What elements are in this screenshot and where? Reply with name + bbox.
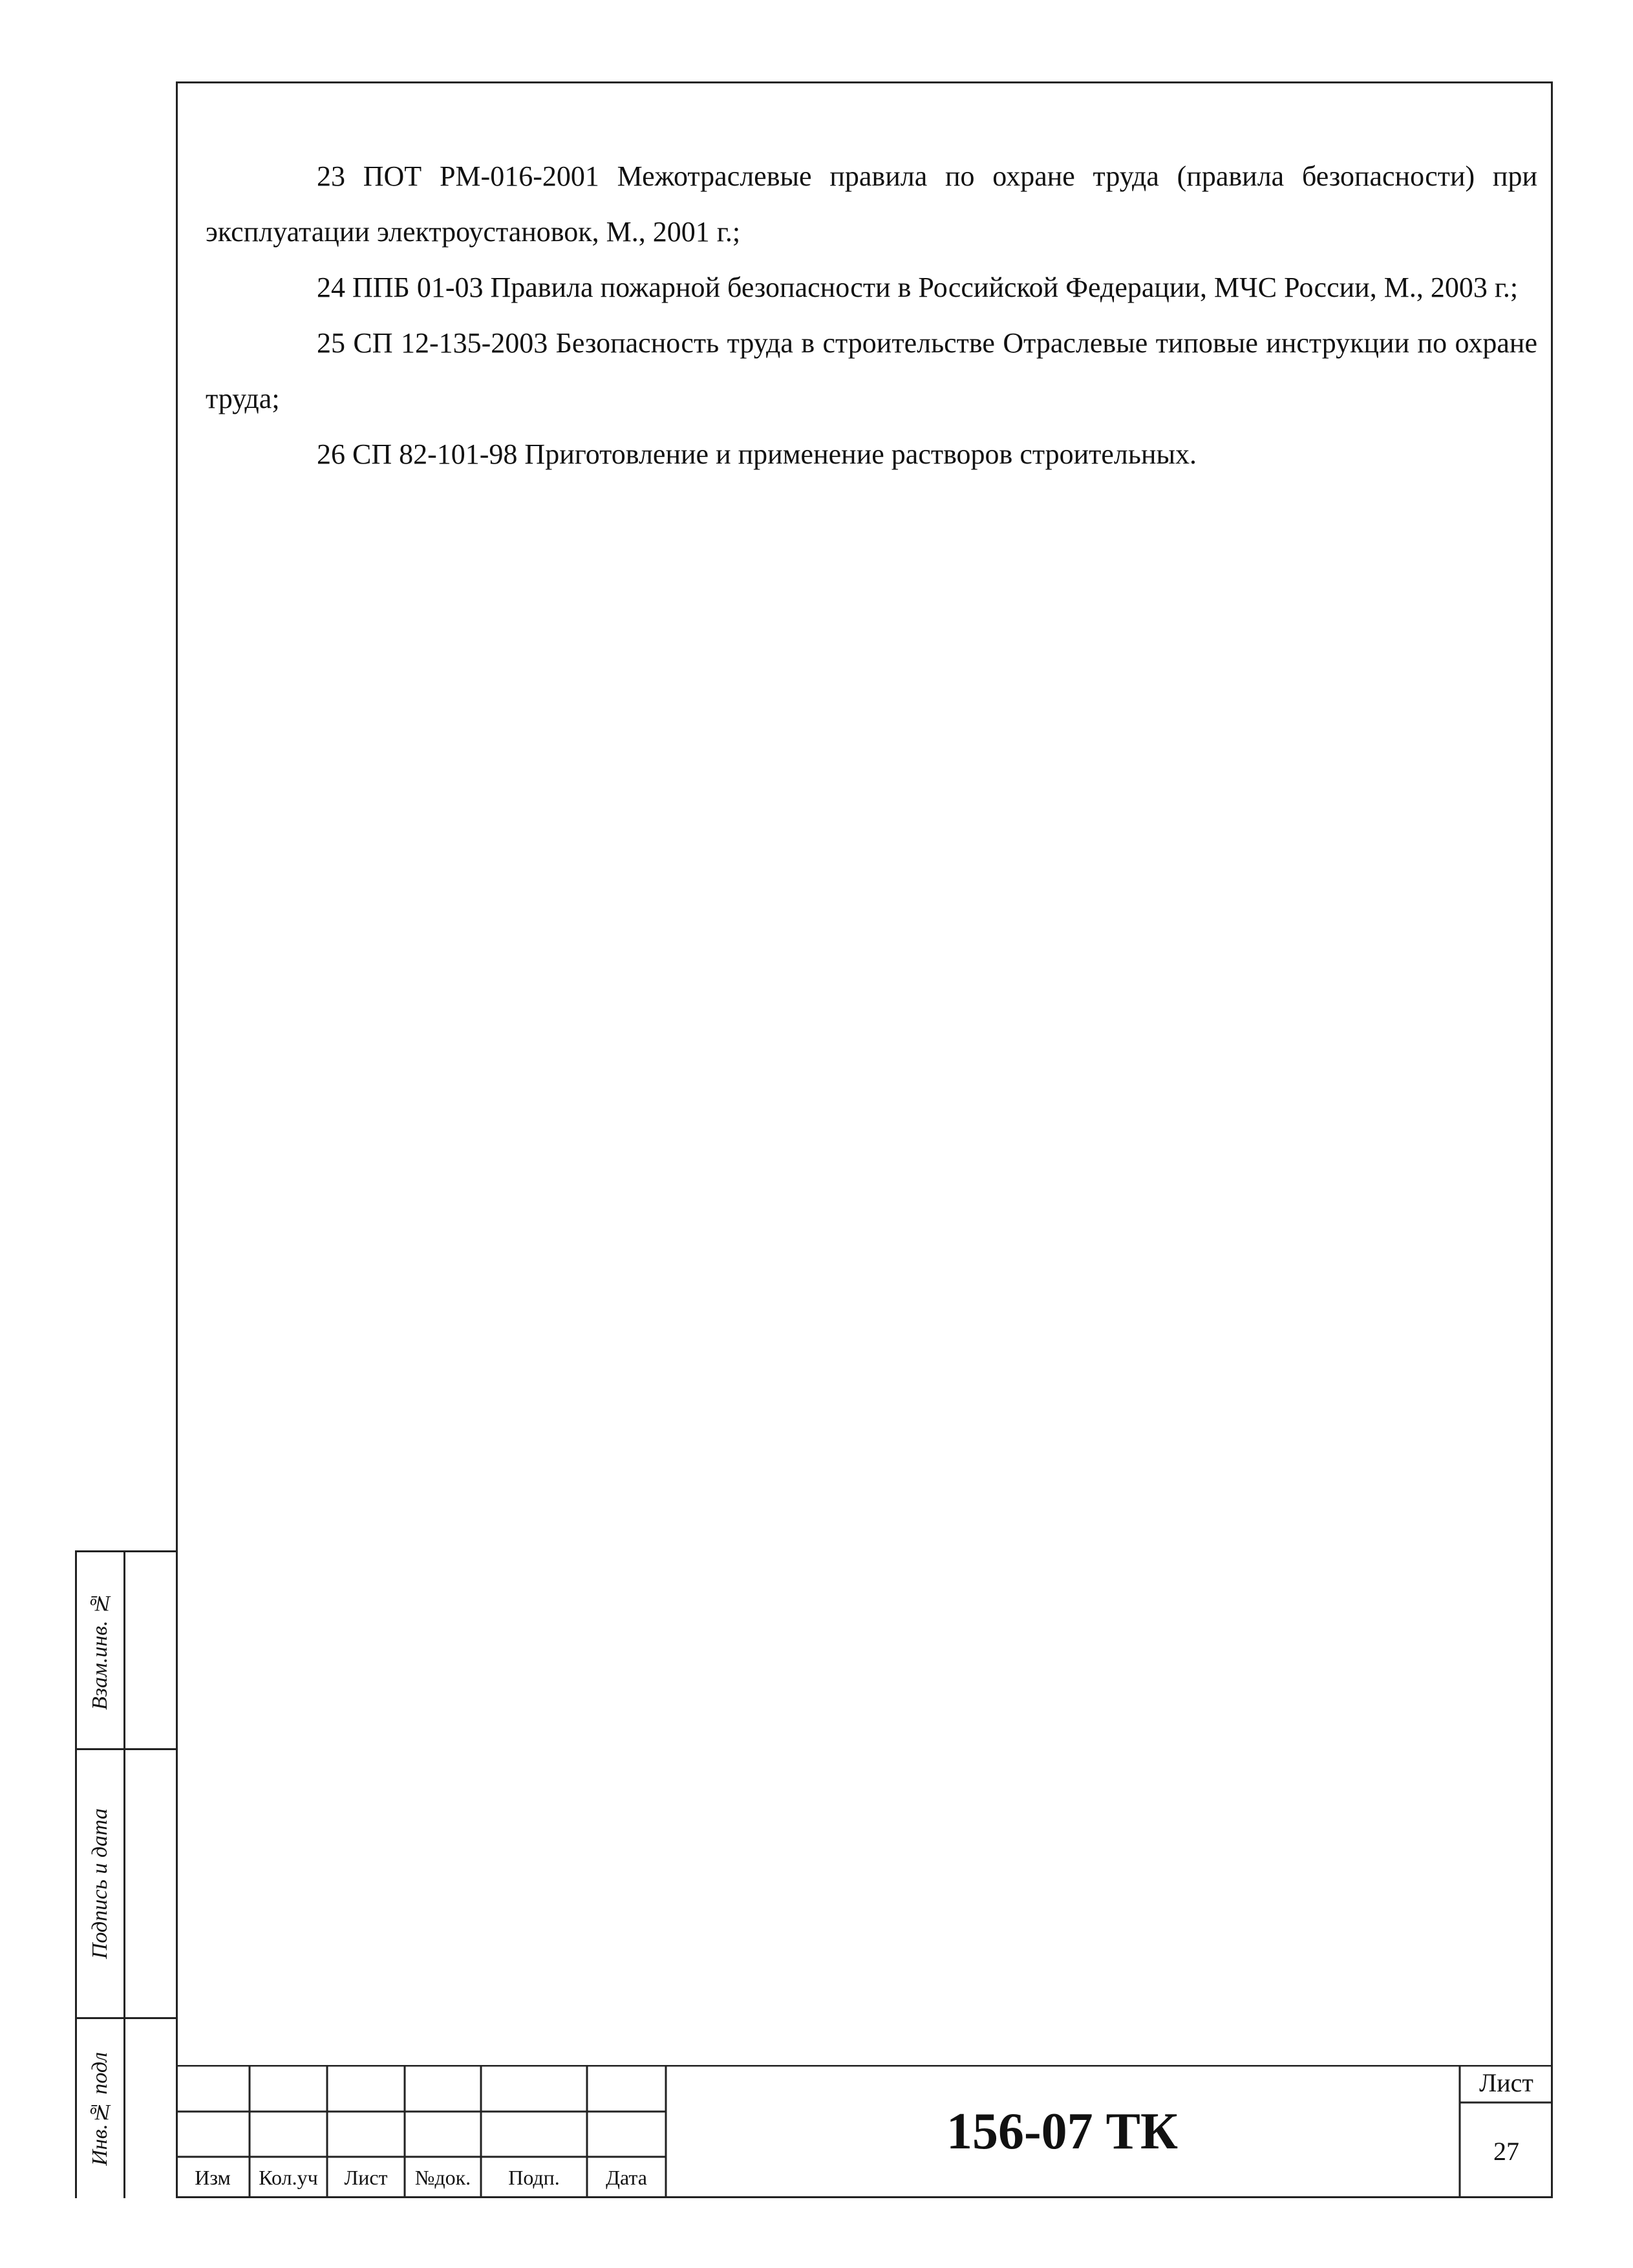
paragraph: 24 ППБ 01-03 Правила пожарной безопасности в Российской Федерации, МЧС России, М., 2003 г.; xyxy=(317,272,1519,303)
document-code: 156-07 ТК xyxy=(946,2102,1178,2160)
paragraph: 25 СП 12-135-2003 Безопасность труда в строительстве Отраслевые типовые инструкции по охране труда; xyxy=(206,327,1537,414)
original-inventory-label: Инв.№ подл xyxy=(88,2051,112,2166)
paragraph: 23 ПОТ РМ-016-2001 Межотраслевые правила по охране труда (правила безопасности) при эксплуатации электроустановок, М., 2001 г.; xyxy=(206,160,1537,248)
paragraph: 26 СП 82-101-98 Приготовление и применение растворов строительных. xyxy=(317,438,1197,470)
replacement-inventory-label: Взам.инв. № xyxy=(88,1590,112,1710)
side-stamp-cell xyxy=(77,2019,178,2198)
header-qty: Кол.уч xyxy=(259,2165,318,2189)
side-stamp-cell xyxy=(77,1552,178,1750)
sheet-label: Лист xyxy=(1479,2068,1533,2097)
header-doc-number: №док. xyxy=(414,2165,471,2189)
side-stamp xyxy=(75,1550,178,2198)
signature-date-label: Подпись и дата xyxy=(88,1808,112,1960)
header-signature: Подп. xyxy=(508,2165,560,2189)
side-stamp-cell xyxy=(77,1750,178,2019)
header-change: Изм xyxy=(195,2165,231,2189)
header-date: Дата xyxy=(606,2165,647,2189)
document-body xyxy=(206,149,1537,482)
sheet-number: 27 xyxy=(1493,2136,1519,2166)
header-sheet: Лист xyxy=(344,2165,388,2189)
